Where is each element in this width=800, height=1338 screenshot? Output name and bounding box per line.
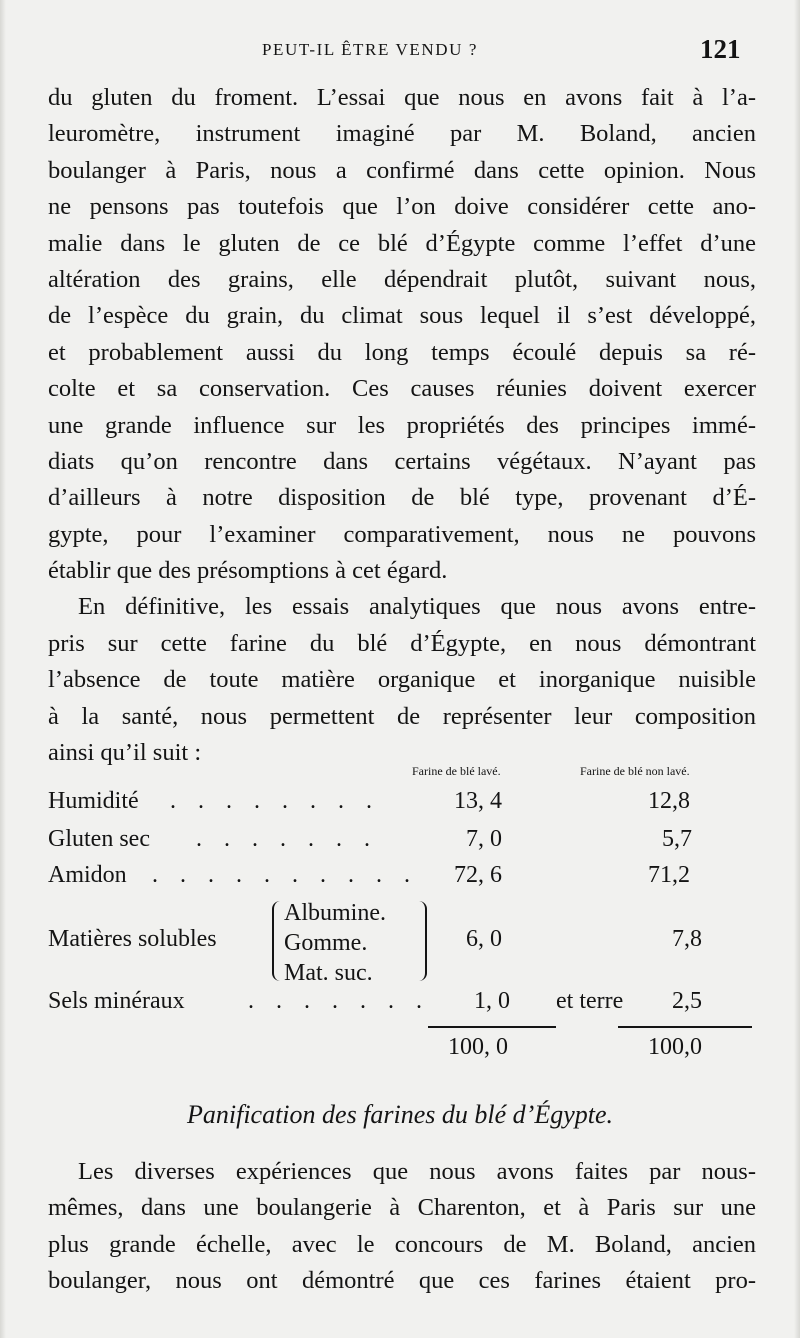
text-line: ainsi qu’il suit : (48, 739, 202, 767)
page-edge-left (0, 0, 6, 1338)
row-label: Gluten sec (48, 826, 150, 852)
soluble-item: Gomme. (284, 930, 368, 956)
value-unwashed: 7,8 (672, 926, 702, 952)
leader-dots: . . . . . . . (196, 826, 378, 852)
text-line: l’absence de toute matière organique et inorganique nuisible (48, 666, 756, 694)
running-title: PEUT-IL ÊTRE VENDU ? (262, 40, 478, 59)
text-line: malie dans le gluten de ce blé d’Égypte comme l’effet d’une (48, 229, 756, 257)
value-washed: 72, 6 (454, 862, 502, 888)
section-title: Panification des farines du blé d’Égypte. (186, 1100, 614, 1129)
total-rule-washed (428, 1026, 556, 1028)
text-line: gypte, pour l’examiner comparativement, nous ne pouvons (48, 520, 756, 548)
leader-dots: . . . . . . . (248, 988, 430, 1014)
text-line: altération des grains, elle dépendrait plutôt, suivant nous, (48, 265, 756, 293)
paragraph-2 (48, 589, 756, 771)
text-line: colte et sa conservation. Ces causes réunies doivent exercer (48, 375, 756, 403)
value-unwashed: 2,5 (672, 988, 702, 1014)
text-line: pris sur cette farine du blé d’Égypte, en nous démontrant (48, 629, 756, 657)
text-line: d’ailleurs à notre disposition de blé type, provenant d’É- (48, 484, 756, 512)
value-unwashed: 12,8 (648, 788, 690, 814)
column-header-washed: Farine de blé lavé. (412, 764, 501, 778)
row-label: Matières solubles (48, 926, 217, 952)
text-line: mêmes, dans une boulangerie à Charenton, et à Paris sur une (48, 1194, 756, 1222)
text-line: boulanger, nous ont démontré que ces farines étaient pro- (48, 1267, 756, 1295)
page-header (0, 28, 800, 68)
leader-dots: . . . . . . . . . . (152, 862, 418, 888)
page-edge-right (794, 0, 800, 1338)
soluble-item: Albumine. (284, 900, 386, 926)
total-unwashed: 100,0 (648, 1034, 702, 1060)
leader-dots: . . . . . . . . (170, 788, 380, 814)
text-line: à la santé, nous permettent de représenter leur composition (48, 702, 756, 730)
text-line: établir que des présomptions à cet égard. (48, 557, 448, 585)
value-unwashed: 5,7 (662, 826, 692, 852)
left-brace (272, 901, 281, 981)
text-line: diats qu’on rencontre dans certains végétaux. N’ayant pas (48, 447, 756, 475)
text-line: ne pensons pas toutefois que l’on doive considérer cette ano- (48, 193, 756, 221)
row-label: Sels minéraux (48, 988, 185, 1014)
text-line: leuromètre, instrument imaginé par M. Boland, ancien (48, 120, 756, 148)
right-brace (418, 901, 427, 981)
page-number: 121 (700, 34, 741, 64)
value-washed: 13, 4 (454, 788, 502, 814)
total-rule-unwashed (618, 1026, 752, 1028)
earth-note: et terre (556, 988, 624, 1014)
text-line: du gluten du froment. L’essai que nous en avons fait à l’a- (48, 84, 756, 111)
row-label: Humidité (48, 788, 139, 814)
text-line: plus grande échelle, avec le concours de M. Boland, ancien (48, 1230, 756, 1258)
row-label: Amidon (48, 862, 127, 888)
text-line: une grande influence sur les propriétés des principes immé- (48, 411, 756, 439)
value-washed: 7, 0 (466, 826, 502, 852)
body-text (48, 80, 756, 771)
text-line: et probablement aussi du long temps écoulé depuis sa ré- (48, 338, 756, 366)
column-header-unwashed: Farine de blé non lavé. (580, 764, 690, 778)
text-line: de l’espèce du grain, du climat sous lequel il s’est développé, (48, 302, 756, 330)
text-line: Les diverses expériences que nous avons faites par nous- (78, 1158, 756, 1185)
text-line: En définitive, les essais analytiques que nous avons entre- (78, 593, 756, 621)
paragraph-3 (48, 1154, 756, 1300)
value-unwashed: 71,2 (648, 862, 690, 888)
soluble-items-list (284, 898, 386, 988)
text-line: boulanger à Paris, nous a confirmé dans cette opinion. Nous (48, 156, 756, 184)
total-washed: 100, 0 (448, 1034, 508, 1060)
soluble-item: Mat. suc. (284, 960, 373, 986)
paragraph-1 (48, 80, 756, 589)
value-washed: 1, 0 (474, 988, 510, 1014)
value-washed: 6, 0 (466, 926, 502, 952)
